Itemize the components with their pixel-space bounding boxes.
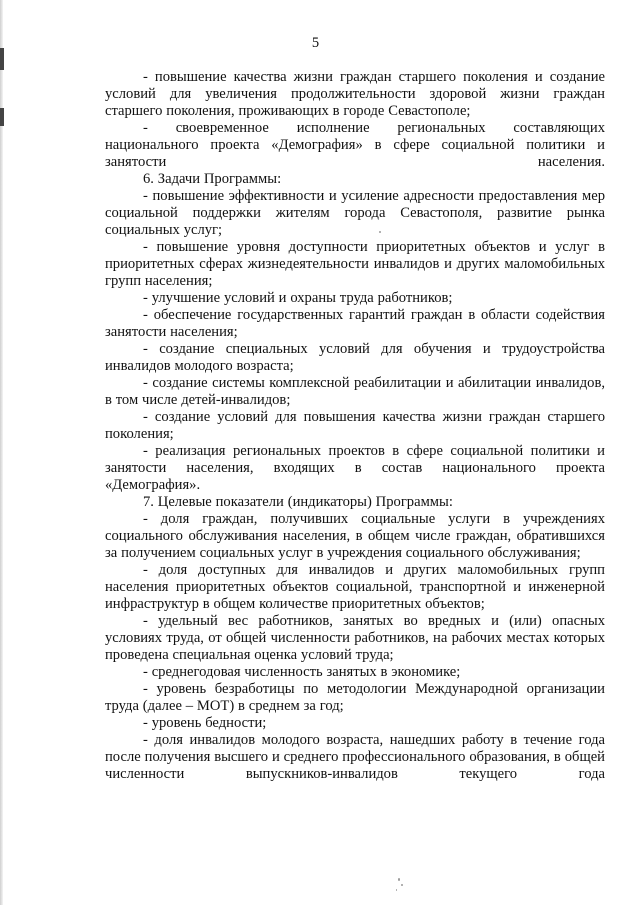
paragraph-demography-project: - своевременное исполнение региональных составляющих национального проекта «Демография» в сфере социальной политики и занятости населения. bbox=[105, 120, 605, 170]
paragraph-indicator-social-services: - доля граждан, получивших социальные услуги в учреждениях социального обслуживания населения, в общем числе граждан, обратившихся за получением социальных услуг в учреждения социального обслуживания; bbox=[105, 511, 605, 561]
paragraph-indicator-accessible-objects: - доля доступных для инвалидов и других маломобильных групп населения приоритетных объектов социальной, транспортной и инженерной инфраструктур в общем количестве приоритетных объектов; bbox=[105, 562, 605, 612]
page-number: 5 bbox=[311, 35, 320, 51]
paragraph-task-labor-conditions: - улучшение условий и охраны труда работников; bbox=[143, 290, 453, 306]
scan-speck bbox=[398, 878, 400, 881]
paragraph-task-young-disabled: - создание специальных условий для обучения и трудоустройства инвалидов молодого возраста; bbox=[105, 341, 605, 374]
paragraph-task-targeting: - повышение эффективности и усиление адресности предоставления мер социальной поддержки жителям города Севастополя, развитие рынка социальных услуг; bbox=[105, 188, 605, 238]
document-body bbox=[105, 69, 605, 783]
paragraph-indicator-young-disabled-employment: - доля инвалидов молодого возраста, нашедших работу в течение года после получения высшего и среднего профессионального образования, в общей численности выпускников-инвалидов текущего года bbox=[105, 732, 605, 782]
section-heading-tasks: 6. Задачи Программы: bbox=[143, 171, 282, 187]
paragraph-task-regional-projects: - реализация региональных проектов в сфере социальной политики и занятости населения, входящих в состав национального проекта «Демография». bbox=[105, 443, 605, 493]
paragraph-indicator-harmful-conditions: - удельный вес работников, занятых во вредных и (или) опасных условиях труда, от общей численности работников, на рабочих местах которых проведена специальная оценка условий труда; bbox=[105, 613, 605, 663]
paragraph-quality-of-life-elderly: - повышение качества жизни граждан старшего поколения и создание условий для увеличения продолжительности здоровой жизни граждан старшего поколения, проживающих в городе Севастополе; bbox=[105, 69, 605, 119]
paragraph-indicator-employed: - среднегодовая численность занятых в экономике; bbox=[143, 664, 461, 680]
paragraph-task-elderly-conditions: - создание условий для повышения качества жизни граждан старшего поколения; bbox=[105, 409, 605, 442]
scan-edge-mark bbox=[0, 108, 4, 126]
scan-edge-shadow bbox=[0, 0, 3, 905]
paragraph-indicator-unemployment: - уровень безработицы по методологии Международной организации труда (далее – МОТ) в среднем за год; bbox=[105, 681, 605, 714]
paragraph-indicator-poverty: - уровень бедности; bbox=[143, 715, 267, 731]
section-heading-indicators: 7. Целевые показатели (индикаторы) Программы: bbox=[143, 494, 453, 510]
paragraph-task-accessibility: - повышение уровня доступности приоритетных объектов и услуг в приоритетных сферах жизнедеятельности инвалидов и других маломобильных групп населения; bbox=[105, 239, 605, 289]
scan-speck bbox=[396, 889, 397, 891]
scan-speck bbox=[401, 884, 403, 886]
paragraph-task-rehabilitation: - создание системы комплексной реабилитации и абилитации инвалидов, в том числе детей-инвалидов; bbox=[105, 375, 605, 408]
paragraph-task-employment-guarantees: - обеспечение государственных гарантий граждан в области содействия занятости населения; bbox=[105, 307, 605, 340]
scan-speck bbox=[379, 231, 381, 233]
